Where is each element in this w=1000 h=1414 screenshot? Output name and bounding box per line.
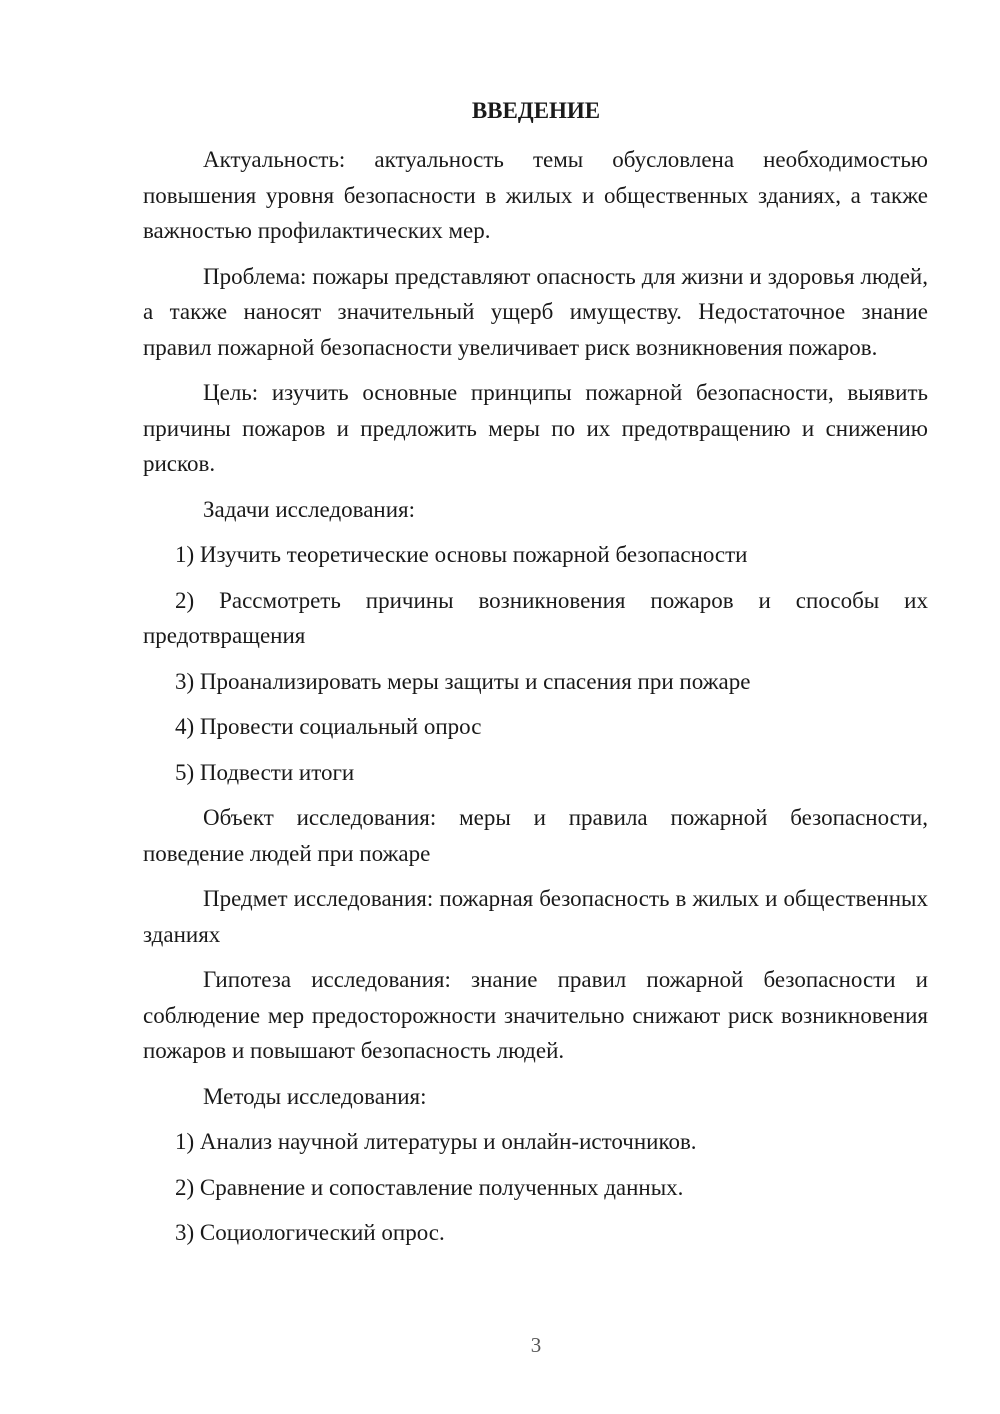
paragraph-hypothesis: Гипотеза исследования: знание правил пожарной безопасности и соблюдение мер предосторожности значительно снижают риск возникновения пожаров и повышают безопасность людей. — [143, 967, 928, 1063]
paragraph-tasks-heading: Задачи исследования: — [203, 496, 416, 522]
task-item-2: 2) Рассмотреть причины возникновения пожаров и способы их предотвращения — [143, 587, 928, 648]
paragraph-object: Объект исследования: меры и правила пожарной безопасности, поведение людей при пожаре — [143, 805, 928, 866]
paragraph-relevance: Актуальность: актуальность темы обусловлена необходимостью повышения уровня безопасности в жилых и общественных зданиях, а также важностью профилактических мер. — [143, 147, 928, 243]
page-number: 3 — [530, 1333, 542, 1357]
method-item-2: 2) Сравнение и сопоставление полученных данных. — [175, 1174, 684, 1200]
task-item-5: 5) Подвести итоги — [175, 759, 355, 785]
paragraph-subject: Предмет исследования: пожарная безопасность в жилых и общественных зданиях — [143, 886, 928, 947]
method-item-3: 3) Социологический опрос. — [175, 1220, 445, 1245]
paragraph-methods-heading: Методы исследования: — [203, 1083, 427, 1109]
method-item-1: 1) Анализ научной литературы и онлайн-источников. — [175, 1129, 697, 1154]
paragraph-goal: Цель: изучить основные принципы пожарной безопасности, выявить причины пожаров и предложить меры по их предотвращению и снижению рисков. — [143, 380, 928, 476]
document-body — [143, 142, 928, 1261]
section-title: ВВЕДЕНИЕ — [471, 98, 601, 123]
task-item-1: 1) Изучить теоретические основы пожарной безопасности — [175, 542, 748, 567]
task-item-4: 4) Провести социальный опрос — [175, 714, 482, 739]
paragraph-problem: Проблема: пожары представляют опасность для жизни и здоровья людей, а также наносят значительный ущерб имуществу. Недостаточное знание правил пожарной безопасности увеличивает риск возникновения пожаров. — [143, 263, 928, 360]
task-item-3: 3) Проанализировать меры защиты и спасения при пожаре — [175, 668, 751, 694]
